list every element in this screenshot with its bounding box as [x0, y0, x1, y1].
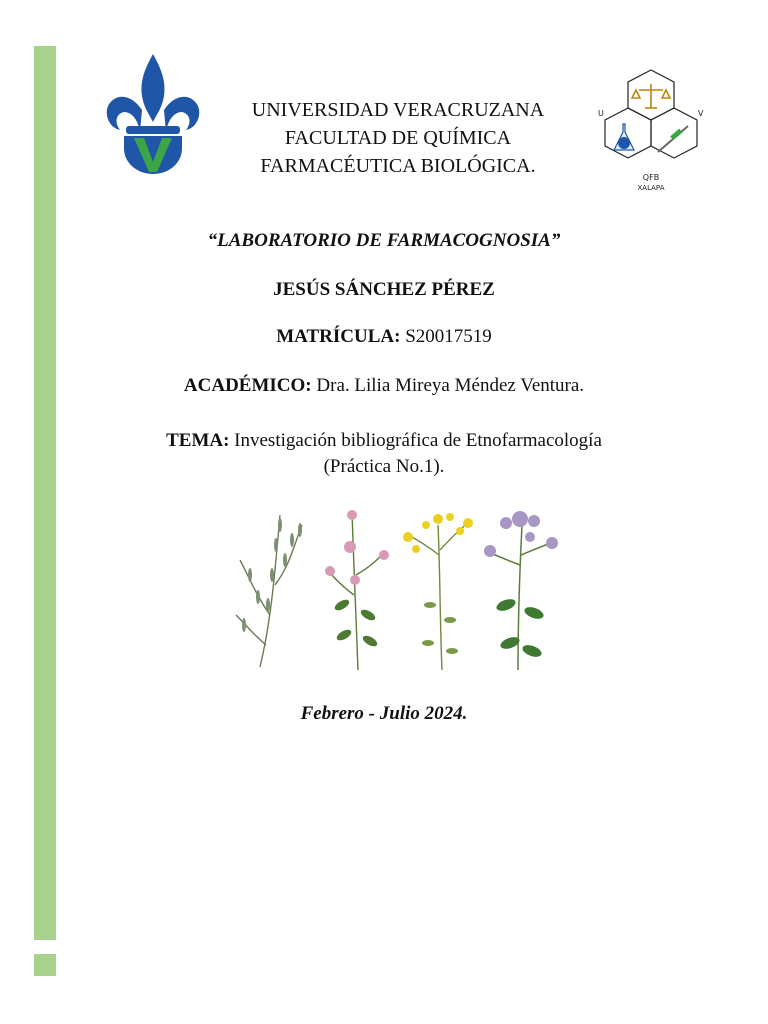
tema-block [0, 428, 768, 480]
matricula-label: MATRÍCULA: [276, 326, 401, 347]
tema-label: TEMA: [166, 430, 230, 451]
academico-label: ACADÉMICO: [183, 375, 312, 396]
faculty-name: FACULTAD DE QUÍMICA [284, 127, 512, 149]
faculty-name-cont: FARMACÉUTICA BIOLÓGICA. [260, 155, 536, 177]
tema-value: Investigación bibliográfica de Etnofarmacología [229, 430, 602, 451]
qfb-left-letter: U [598, 109, 604, 118]
university-name: UNIVERSIDAD VERACRUZANA [251, 99, 545, 121]
accent-square [34, 954, 56, 976]
matricula-value: S20017519 [400, 326, 492, 347]
accent-bar [34, 46, 56, 940]
lab-title: “LABORATORIO DE FARMACOGNOSIA” [207, 230, 561, 251]
academico-value: Dra. Lilia Mireya Méndez Ventura. [311, 375, 585, 396]
tema-subtitle: (Práctica No.1). [323, 456, 445, 477]
qfb-logo-icon [592, 66, 710, 198]
qfb-city: XALAPA [637, 184, 665, 192]
university-header [210, 96, 586, 180]
semester-date: Febrero - Julio 2024. [300, 703, 468, 724]
qfb-label: QFB [642, 173, 660, 182]
academico-line [0, 375, 768, 397]
herbal-plants-icon [230, 505, 560, 675]
uv-logo-icon [104, 52, 202, 176]
qfb-right-letter: V [698, 109, 704, 118]
matricula-line [0, 326, 768, 348]
student-name: JESÚS SÁNCHEZ PÉREZ [273, 279, 495, 300]
